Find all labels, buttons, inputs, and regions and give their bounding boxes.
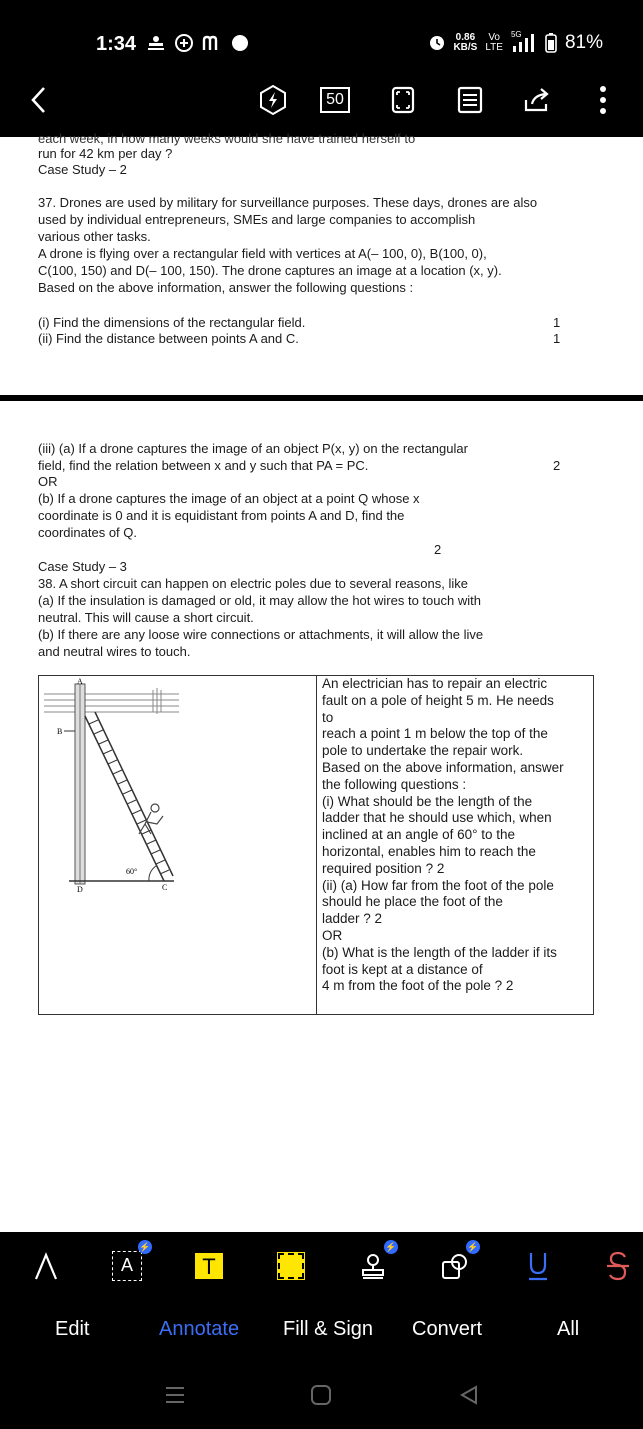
case-text-line: ladder ? 2: [322, 911, 383, 927]
recent-apps-button[interactable]: [164, 1384, 186, 1406]
case-text-line: foot is kept at a distance of: [322, 961, 483, 977]
q37-part-iii-b-3: coordinates of Q.: [38, 525, 137, 540]
tab-edit[interactable]: Edit: [55, 1318, 90, 1340]
shape-tool[interactable]: [440, 1242, 479, 1284]
back-button[interactable]: [28, 85, 52, 117]
status-left-icons: [146, 33, 248, 53]
strikethrough-icon: [606, 1251, 630, 1281]
home-icon: [310, 1384, 332, 1406]
q38-line-2: (a) If the insulation is damaged or old, it may allow the hot wires to touch with: [38, 593, 481, 608]
status-right: [429, 32, 603, 54]
label-c: C: [162, 883, 168, 892]
tab-fill-sign[interactable]: Fill & Sign: [283, 1318, 374, 1340]
battery-icon: [545, 33, 557, 53]
case-text-line: An electrician has to repair an electric: [322, 676, 548, 691]
net-speed-value: 0.86: [455, 32, 476, 43]
q38-line-5: and neutral wires to touch.: [38, 644, 191, 659]
case-study-table: [38, 675, 594, 1015]
more-vert-icon: [599, 85, 607, 115]
or-separator: OR: [38, 474, 58, 489]
q36-tail: run for 42 km per day ?: [38, 146, 173, 161]
text-box-tool[interactable]: [112, 1242, 151, 1284]
q37-part-iii-a-marks: 2: [553, 458, 561, 473]
case-text-line: inclined at an angle of 60° to the: [322, 827, 516, 843]
text-tool[interactable]: [194, 1248, 224, 1284]
ladder-pole-figure: [39, 676, 317, 1014]
case-study-text: [322, 676, 592, 995]
ladder-figure-cell: [39, 676, 317, 1014]
case-text-line: fault on a pole of height 5 m. He needs: [322, 692, 554, 708]
share-button[interactable]: [522, 85, 552, 115]
q37-part-iii-a-2: field, find the relation between x and y such that PA = PC.: [38, 458, 369, 473]
system-nav-bar: [0, 1364, 643, 1429]
case-text-line: the following questions :: [322, 776, 467, 792]
premium-badge-icon: ⚡: [467, 1242, 479, 1252]
q37-part-iii-b-1: (b) If a drone captures the image of an object at a point Q whose x: [38, 491, 420, 506]
more-options-button[interactable]: [596, 85, 610, 115]
text-box-icon: A: [112, 1251, 142, 1281]
case-text-line: (b) What is the length of the ladder if its: [322, 944, 557, 960]
page-divider: [0, 395, 643, 401]
back-triangle-icon: [458, 1384, 480, 1406]
premium-badge-icon: ⚡: [139, 1242, 151, 1252]
highlight-area-icon: [278, 1253, 304, 1279]
network-type: 5G: [510, 30, 522, 39]
cut-off-text: each week, in how many weeks would she have trained herself to: [38, 131, 416, 146]
label-angle: 60°: [126, 867, 138, 876]
q37-part-iii-b-marks: 2: [434, 542, 442, 557]
q37-intro-4: A drone is flying over a rectangular field with vertices at A(– 100, 0), B(100, 0),: [38, 246, 487, 261]
text-tool-icon: T: [194, 1252, 224, 1280]
highlight-area-tool[interactable]: [276, 1248, 306, 1284]
case-text-line: required position ? 2: [322, 860, 445, 876]
underline-icon: [527, 1251, 549, 1281]
case-text-line: (i) What should be the length of the: [322, 793, 533, 809]
q37-part-iii-a-1: (iii) (a) If a drone captures the image of an object P(x, y) on the rectangular: [38, 441, 468, 456]
q37-intro-1: 37. Drones are used by military for surveillance purposes. These days, drones are also: [38, 195, 538, 210]
case-study-3-heading: Case Study – 3: [38, 559, 127, 574]
status-bar: [0, 0, 643, 85]
status-time: 1:34: [96, 33, 137, 55]
shapes-icon: [441, 1252, 469, 1280]
q37-intro-6: Based on the above information, answer the following questions :: [38, 280, 414, 295]
chevron-up-icon: [33, 1251, 59, 1281]
case-text-line: 4 m from the foot of the pole ? 2: [322, 978, 514, 994]
q37-part-ii: (ii) Find the distance between points A and C.: [38, 331, 299, 346]
document-view[interactable]: [0, 131, 643, 1232]
fullscreen-icon: [391, 86, 415, 114]
mode-tabs: [0, 1298, 643, 1364]
case-text-line: should he place the foot of the: [322, 894, 503, 910]
home-button[interactable]: [310, 1384, 332, 1406]
case-text-line: (ii) (a) How far from the foot of the pole: [322, 877, 554, 893]
case-text-line: OR: [322, 927, 343, 943]
q37-part-i: (i) Find the dimensions of the rectangular field.: [38, 315, 306, 330]
volte-top: Vo: [488, 32, 500, 43]
case-text-line: reach a point 1 m below the top of the: [322, 726, 548, 742]
q37-part-iii-b-2: coordinate is 0 and it is equidistant from points A and D, find the: [38, 508, 405, 523]
strikethrough-tool[interactable]: [606, 1248, 630, 1284]
view-mode-button[interactable]: [456, 85, 484, 115]
tab-all[interactable]: All: [557, 1318, 580, 1340]
premium-badge-icon: ⚡: [385, 1242, 397, 1252]
battery-percentage: 81%: [564, 32, 603, 53]
m-app-icon: [202, 34, 224, 52]
label-a: A: [77, 677, 83, 686]
q38-line-1: 38. A short circuit can happen on electric poles due to several reasons, like: [38, 576, 468, 591]
notification-dot-icon: [232, 35, 248, 51]
volte-indicator: [485, 33, 503, 53]
case-study-2-heading: Case Study – 2: [38, 162, 127, 177]
notification-app-icon: [146, 34, 166, 52]
back-arrow-icon: [28, 85, 52, 117]
q37-intro-2: used by individual entrepreneurs, SMEs and large companies to accomplish: [38, 212, 476, 227]
label-d: D: [77, 885, 83, 894]
reading-mode-button[interactable]: [390, 85, 416, 115]
q37-intro-3: various other tasks.: [38, 229, 151, 244]
share-icon: [522, 86, 552, 114]
back-nav-button[interactable]: [458, 1384, 480, 1406]
app-toolbar: [0, 85, 643, 137]
q38-line-4: (b) If there are any loose wire connections or attachments, it will allow the live: [38, 627, 484, 642]
label-b: B: [57, 727, 63, 736]
case-text-line: to: [322, 709, 334, 725]
net-speed: [453, 33, 477, 53]
q37-part-i-marks: 1: [553, 315, 561, 330]
q37-intro-5: C(100, 150) and D(– 100, 150). The drone captures an image at a location (x, y).: [38, 263, 502, 278]
signal: [510, 30, 537, 52]
stamp-tool[interactable]: [358, 1242, 397, 1284]
ai-assistant-button[interactable]: [256, 85, 290, 115]
collapse-tools-button[interactable]: [32, 1248, 60, 1284]
case-text-line: ladder that he should use which, when: [322, 810, 552, 826]
case-text-line: pole to undertake the repair work.: [322, 743, 524, 759]
tab-annotate[interactable]: Annotate: [159, 1318, 240, 1340]
q37-part-ii-marks: 1: [553, 331, 561, 346]
tab-convert[interactable]: Convert: [412, 1318, 483, 1340]
ai-lightning-icon: [257, 84, 289, 116]
page-number-button[interactable]: 50: [320, 87, 350, 113]
vpn-icon: [174, 33, 194, 53]
document-view-icon: [457, 86, 483, 114]
volte-bottom: LTE: [485, 42, 503, 53]
net-speed-unit: KB/S: [453, 42, 478, 53]
alarm-icon: [429, 35, 445, 51]
case-text-line: Based on the above information, answer: [322, 759, 564, 775]
q38-line-3: neutral. This will cause a short circuit.: [38, 610, 254, 625]
case-text-line: horizontal, enables him to reach the: [322, 843, 536, 859]
stamp-icon: [359, 1252, 387, 1280]
recent-apps-icon: [164, 1384, 186, 1406]
annotation-toolbar: [0, 1232, 643, 1298]
underline-tool[interactable]: [526, 1248, 550, 1284]
